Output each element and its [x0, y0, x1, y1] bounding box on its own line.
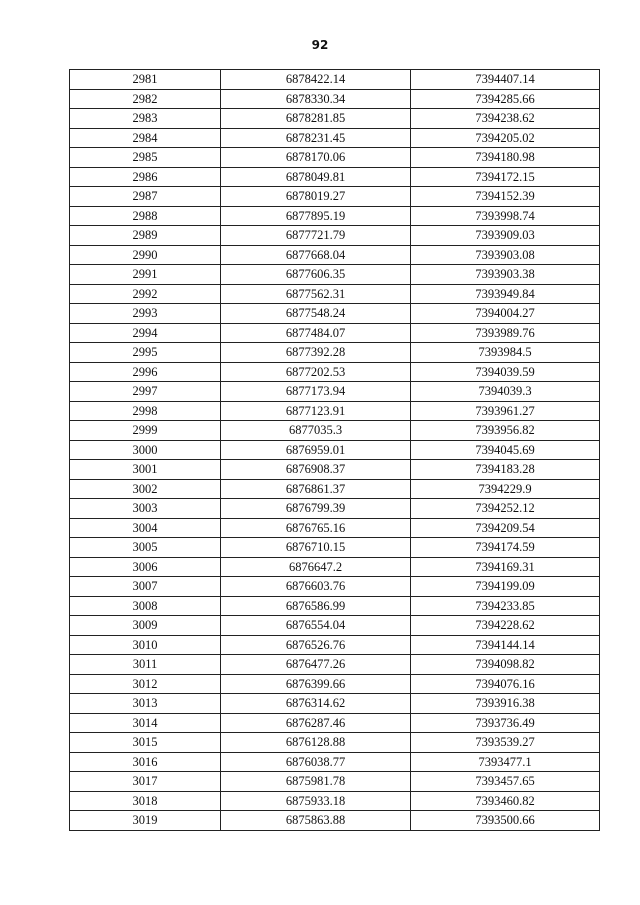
point-number-cell: 2995 [70, 343, 221, 363]
point-number-cell: 3002 [70, 479, 221, 499]
x-coordinate-cell: 6877202.53 [221, 362, 411, 382]
y-coordinate-cell: 7394004.27 [411, 304, 600, 324]
y-coordinate-cell: 7394045.69 [411, 440, 600, 460]
x-coordinate-cell: 6876799.39 [221, 499, 411, 519]
y-coordinate-cell: 7394199.09 [411, 577, 600, 597]
table-row [70, 343, 600, 363]
coordinates-table [69, 69, 600, 831]
table-row [70, 382, 600, 402]
table-row [70, 713, 600, 733]
x-coordinate-cell: 6877668.04 [221, 245, 411, 265]
x-coordinate-cell: 6875863.88 [221, 811, 411, 831]
coordinates-table-body [70, 70, 600, 831]
y-coordinate-cell: 7393984.5 [411, 343, 600, 363]
x-coordinate-cell: 6876038.77 [221, 752, 411, 772]
table-row [70, 479, 600, 499]
y-coordinate-cell: 7394229.9 [411, 479, 600, 499]
y-coordinate-cell: 7393539.27 [411, 733, 600, 753]
point-number-cell: 2986 [70, 167, 221, 187]
point-number-cell: 3016 [70, 752, 221, 772]
table-row [70, 167, 600, 187]
point-number-cell: 2994 [70, 323, 221, 343]
point-number-cell: 2990 [70, 245, 221, 265]
x-coordinate-cell: 6877895.19 [221, 206, 411, 226]
table-row [70, 148, 600, 168]
x-coordinate-cell: 6876287.46 [221, 713, 411, 733]
table-row [70, 596, 600, 616]
point-number-cell: 2993 [70, 304, 221, 324]
point-number-cell: 3000 [70, 440, 221, 460]
table-row [70, 265, 600, 285]
y-coordinate-cell: 7393457.65 [411, 772, 600, 792]
table-row [70, 538, 600, 558]
y-coordinate-cell: 7393961.27 [411, 401, 600, 421]
x-coordinate-cell: 6876647.2 [221, 557, 411, 577]
point-number-cell: 3011 [70, 655, 221, 675]
point-number-cell: 3004 [70, 518, 221, 538]
y-coordinate-cell: 7394076.16 [411, 674, 600, 694]
table-row [70, 401, 600, 421]
x-coordinate-cell: 6876603.76 [221, 577, 411, 597]
table-row [70, 440, 600, 460]
table-row [70, 655, 600, 675]
table-row [70, 791, 600, 811]
table-row [70, 421, 600, 441]
table-row [70, 518, 600, 538]
table-row [70, 577, 600, 597]
point-number-cell: 2989 [70, 226, 221, 246]
x-coordinate-cell: 6877606.35 [221, 265, 411, 285]
table-row [70, 752, 600, 772]
table-row [70, 128, 600, 148]
y-coordinate-cell: 7394238.62 [411, 109, 600, 129]
table-row [70, 206, 600, 226]
point-number-cell: 2984 [70, 128, 221, 148]
x-coordinate-cell: 6878231.45 [221, 128, 411, 148]
x-coordinate-cell: 6876861.37 [221, 479, 411, 499]
y-coordinate-cell: 7393949.84 [411, 284, 600, 304]
y-coordinate-cell: 7393477.1 [411, 752, 600, 772]
point-number-cell: 3019 [70, 811, 221, 831]
table-row [70, 304, 600, 324]
table-row [70, 674, 600, 694]
y-coordinate-cell: 7394152.39 [411, 187, 600, 207]
point-number-cell: 3008 [70, 596, 221, 616]
point-number-cell: 2992 [70, 284, 221, 304]
y-coordinate-cell: 7394039.59 [411, 362, 600, 382]
x-coordinate-cell: 6877035.3 [221, 421, 411, 441]
y-coordinate-cell: 7394144.14 [411, 635, 600, 655]
point-number-cell: 2996 [70, 362, 221, 382]
point-number-cell: 2991 [70, 265, 221, 285]
point-number-cell: 3001 [70, 460, 221, 480]
table-row [70, 70, 600, 90]
table-row [70, 694, 600, 714]
point-number-cell: 3017 [70, 772, 221, 792]
table-row [70, 323, 600, 343]
table-row [70, 187, 600, 207]
y-coordinate-cell: 7393500.66 [411, 811, 600, 831]
point-number-cell: 3015 [70, 733, 221, 753]
y-coordinate-cell: 7393736.49 [411, 713, 600, 733]
point-number-cell: 2998 [70, 401, 221, 421]
table-row [70, 460, 600, 480]
x-coordinate-cell: 6877721.79 [221, 226, 411, 246]
point-number-cell: 3007 [70, 577, 221, 597]
y-coordinate-cell: 7394180.98 [411, 148, 600, 168]
y-coordinate-cell: 7394252.12 [411, 499, 600, 519]
x-coordinate-cell: 6876959.01 [221, 440, 411, 460]
x-coordinate-cell: 6876765.16 [221, 518, 411, 538]
y-coordinate-cell: 7393903.08 [411, 245, 600, 265]
x-coordinate-cell: 6876586.99 [221, 596, 411, 616]
table-row [70, 226, 600, 246]
table-row [70, 89, 600, 109]
y-coordinate-cell: 7394098.82 [411, 655, 600, 675]
point-number-cell: 3003 [70, 499, 221, 519]
table-row [70, 362, 600, 382]
x-coordinate-cell: 6877392.28 [221, 343, 411, 363]
point-number-cell: 3018 [70, 791, 221, 811]
point-number-cell: 2988 [70, 206, 221, 226]
y-coordinate-cell: 7393998.74 [411, 206, 600, 226]
table-row [70, 635, 600, 655]
point-number-cell: 2982 [70, 89, 221, 109]
y-coordinate-cell: 7394183.28 [411, 460, 600, 480]
point-number-cell: 3005 [70, 538, 221, 558]
y-coordinate-cell: 7393989.76 [411, 323, 600, 343]
point-number-cell: 2999 [70, 421, 221, 441]
y-coordinate-cell: 7393916.38 [411, 694, 600, 714]
point-number-cell: 2985 [70, 148, 221, 168]
y-coordinate-cell: 7394228.62 [411, 616, 600, 636]
x-coordinate-cell: 6878170.06 [221, 148, 411, 168]
table-row [70, 557, 600, 577]
y-coordinate-cell: 7393909.03 [411, 226, 600, 246]
page-number: 92 [311, 38, 329, 52]
x-coordinate-cell: 6876477.26 [221, 655, 411, 675]
y-coordinate-cell: 7394039.3 [411, 382, 600, 402]
x-coordinate-cell: 6876554.04 [221, 616, 411, 636]
x-coordinate-cell: 6878422.14 [221, 70, 411, 90]
y-coordinate-cell: 7393903.38 [411, 265, 600, 285]
x-coordinate-cell: 6878019.27 [221, 187, 411, 207]
y-coordinate-cell: 7394174.59 [411, 538, 600, 558]
table-row [70, 616, 600, 636]
y-coordinate-cell: 7394169.31 [411, 557, 600, 577]
x-coordinate-cell: 6875981.78 [221, 772, 411, 792]
y-coordinate-cell: 7394209.54 [411, 518, 600, 538]
table-row [70, 245, 600, 265]
table-row [70, 284, 600, 304]
x-coordinate-cell: 6876710.15 [221, 538, 411, 558]
x-coordinate-cell: 6877123.91 [221, 401, 411, 421]
x-coordinate-cell: 6877173.94 [221, 382, 411, 402]
point-number-cell: 3010 [70, 635, 221, 655]
x-coordinate-cell: 6877562.31 [221, 284, 411, 304]
x-coordinate-cell: 6875933.18 [221, 791, 411, 811]
y-coordinate-cell: 7394205.02 [411, 128, 600, 148]
x-coordinate-cell: 6876128.88 [221, 733, 411, 753]
table-row [70, 811, 600, 831]
table-row [70, 109, 600, 129]
point-number-cell: 3006 [70, 557, 221, 577]
point-number-cell: 2983 [70, 109, 221, 129]
point-number-cell: 2987 [70, 187, 221, 207]
x-coordinate-cell: 6878281.85 [221, 109, 411, 129]
point-number-cell: 3014 [70, 713, 221, 733]
x-coordinate-cell: 6877484.07 [221, 323, 411, 343]
y-coordinate-cell: 7394233.85 [411, 596, 600, 616]
table-row [70, 733, 600, 753]
x-coordinate-cell: 6876908.37 [221, 460, 411, 480]
x-coordinate-cell: 6877548.24 [221, 304, 411, 324]
y-coordinate-cell: 7393956.82 [411, 421, 600, 441]
point-number-cell: 3013 [70, 694, 221, 714]
y-coordinate-cell: 7393460.82 [411, 791, 600, 811]
x-coordinate-cell: 6878330.34 [221, 89, 411, 109]
y-coordinate-cell: 7394407.14 [411, 70, 600, 90]
x-coordinate-cell: 6876314.62 [221, 694, 411, 714]
y-coordinate-cell: 7394172.15 [411, 167, 600, 187]
x-coordinate-cell: 6878049.81 [221, 167, 411, 187]
point-number-cell: 3012 [70, 674, 221, 694]
y-coordinate-cell: 7394285.66 [411, 89, 600, 109]
x-coordinate-cell: 6876399.66 [221, 674, 411, 694]
point-number-cell: 3009 [70, 616, 221, 636]
x-coordinate-cell: 6876526.76 [221, 635, 411, 655]
table-row [70, 772, 600, 792]
point-number-cell: 2997 [70, 382, 221, 402]
point-number-cell: 2981 [70, 70, 221, 90]
table-row [70, 499, 600, 519]
